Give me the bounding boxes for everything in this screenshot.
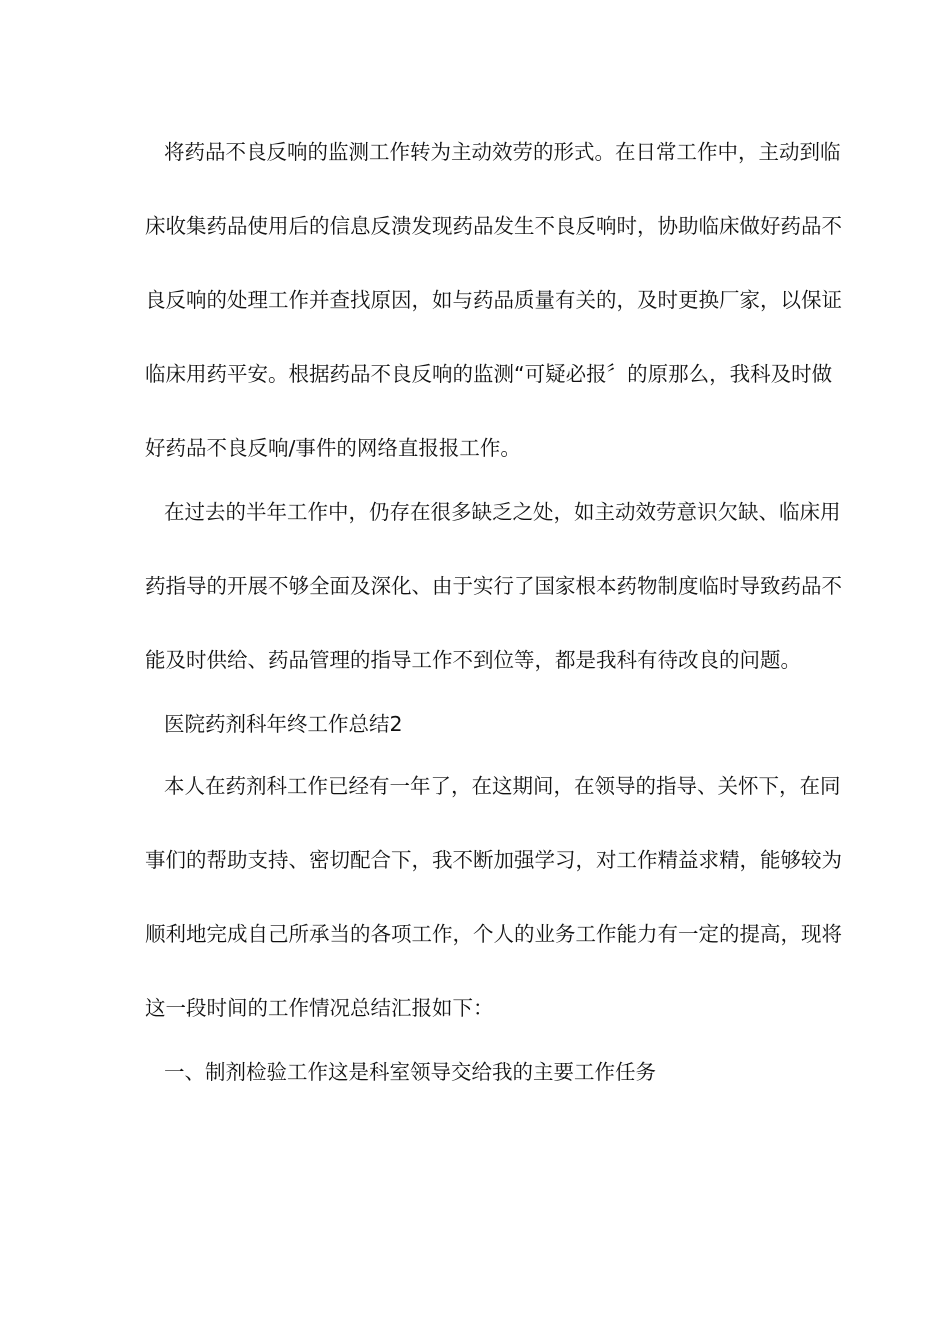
paragraph-1-line-5: 好药品不良反响/事件的网络直报报工作。 [145,436,521,460]
section-heading: 医院药剂科年终工作总结2 [164,712,403,736]
paragraph-3-line-2: 事们的帮助支持、密切配合下，我不断加强学习，对工作精益求精，能够较为 [145,848,842,872]
paragraph-1-line-4: 临床用药平安。根据药品不良反响的监测“可疑必报〞的原那么，我科及时做 [145,362,833,386]
list-item-heading: 一、制剂检验工作这是科室领导交给我的主要工作任务 [164,1060,656,1084]
paragraph-2-line-2: 药指导的开展不够全面及深化、由于实行了国家根本药物制度临时导致药品不 [145,574,842,598]
paragraph-3-line-1: 本人在药剂科工作已经有一年了，在这期间，在领导的指导、关怀下，在同 [164,774,841,798]
paragraph-3-line-3: 顺利地完成自己所承当的各项工作，个人的业务工作能力有一定的提高，现将 [145,922,842,946]
paragraph-3-line-4: 这一段时间的工作情况总结汇报如下： [145,996,494,1020]
paragraph-1-line-1: 将药品不良反响的监测工作转为主动效劳的形式。在日常工作中，主动到临 [164,140,841,164]
paragraph-2-line-1: 在过去的半年工作中，仍存在很多缺乏之处，如主动效劳意识欠缺、临床用 [164,500,841,524]
paragraph-1-line-3: 良反响的处理工作并查找原因，如与药品质量有关的，及时更换厂家，以保证 [145,288,842,312]
paragraph-2-line-3: 能及时供给、药品管理的指导工作不到位等，都是我科有待改良的问题。 [145,648,801,672]
paragraph-1-line-2: 床收集药品使用后的信息反溃发现药品发生不良反响时，协助临床做好药品不 [145,214,842,238]
